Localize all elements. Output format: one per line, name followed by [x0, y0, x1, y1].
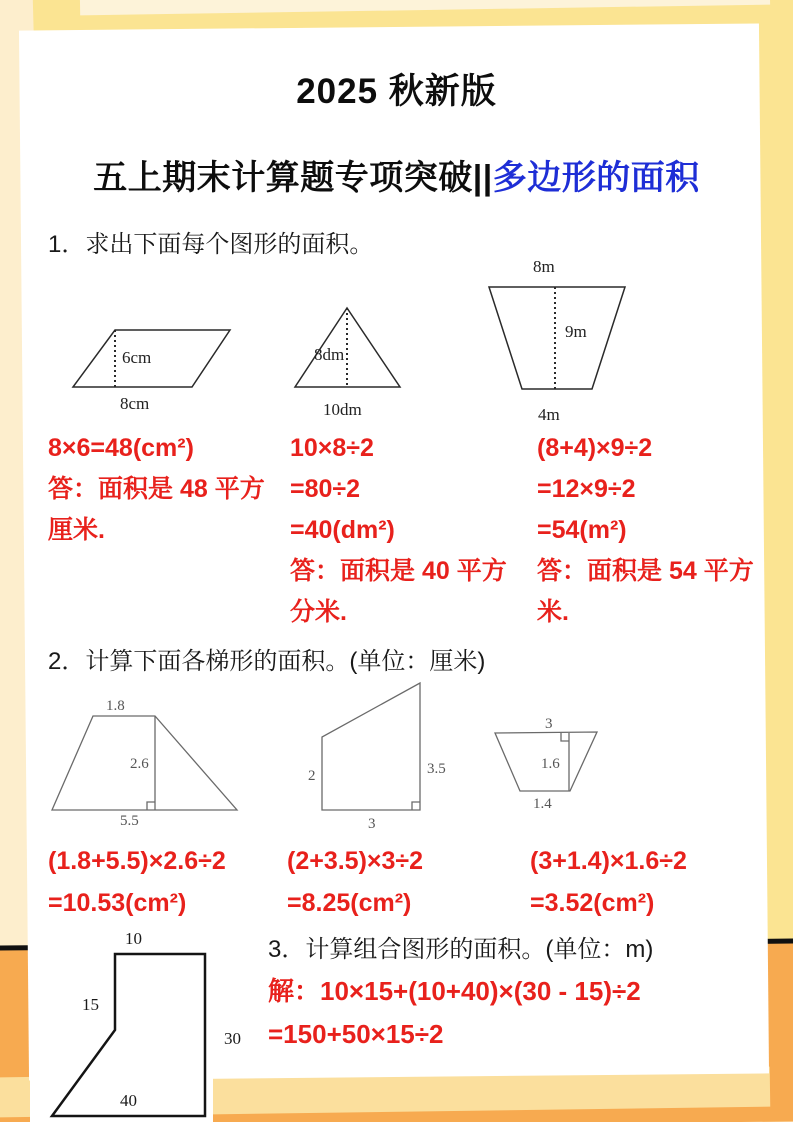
problem2-solution-col3	[530, 840, 687, 924]
solution-line: 分米.	[290, 598, 347, 626]
solution-line: =80÷2	[290, 475, 361, 503]
composite-left-label: 15	[82, 995, 99, 1014]
solution-line: 米.	[537, 598, 569, 626]
trapezoid2-1-bottom-label: 5.5	[120, 813, 139, 829]
right-angle-mark	[147, 802, 155, 810]
problem3-heading: 3．计算组合图形的面积。(单位：m)	[268, 936, 654, 963]
solution-line: (8+4)×9÷2	[537, 434, 653, 462]
solution-line: =54(m²)	[537, 516, 627, 544]
trapezoid2-2-outline	[322, 683, 420, 810]
solution-line: 8×6=48(cm²)	[48, 434, 194, 462]
trapezoid2-3-top-label: 3	[545, 716, 553, 732]
problem2-solution-col2	[287, 840, 423, 924]
problem2-solution-col1	[48, 840, 226, 924]
solution-line: (2+3.5)×3÷2	[287, 847, 424, 875]
solution-line: =10.53(cm²)	[48, 889, 187, 917]
trapezoid2-1-height-label: 2.6	[130, 756, 149, 772]
solution-line: 答：面积是 54 平方	[537, 557, 754, 585]
composite-bottom-label: 40	[120, 1091, 137, 1110]
composite-figure	[30, 920, 256, 1122]
trapezoid2-2-figure	[300, 670, 455, 835]
solution-line: 答：面积是 40 平方	[290, 557, 507, 585]
page-subtitle	[0, 150, 793, 199]
subtitle-main: 五上期末计算题专项突破||	[93, 159, 493, 197]
parallelogram-height-label: 6cm	[122, 348, 152, 367]
triangle-figure	[280, 290, 420, 425]
solution-line: 10×8÷2	[290, 434, 374, 462]
trapezoid2-2-right-label: 3.5	[427, 761, 446, 777]
trapezoid2-3-bottom-label: 1.4	[533, 796, 552, 812]
solution-line: =40(dm²)	[290, 516, 395, 544]
solution-line: (1.8+5.5)×2.6÷2	[48, 847, 226, 875]
trapezoid-bottom-label: 4m	[538, 405, 560, 424]
problem3-solution	[268, 970, 641, 1056]
composite-right-label: 30	[224, 1029, 241, 1048]
trapezoid2-1-top-label: 1.8	[106, 698, 125, 714]
trapezoid-height-label: 9m	[565, 322, 587, 341]
trapezoid2-2-bottom-label: 3	[368, 816, 376, 832]
subtitle-accent: 多边形的面积	[492, 159, 700, 197]
composite-top-label: 10	[125, 929, 142, 948]
parallelogram-base-label: 8cm	[120, 394, 150, 413]
triangle-height-label: 8dm	[314, 345, 345, 364]
right-angle-mark	[561, 733, 569, 741]
parallelogram-figure	[60, 300, 250, 415]
solution-line: =150+50×15÷2	[268, 1019, 444, 1049]
trapezoid-outline	[489, 287, 625, 389]
problem1-solution-col3	[537, 428, 754, 633]
problem1-heading: 1．求出下面每个图形的面积。	[48, 231, 374, 258]
right-angle-mark	[412, 802, 420, 810]
solution-line: =3.52(cm²)	[530, 889, 655, 917]
solution-line: 解：10×15+(10+40)×(30 - 15)÷2	[268, 976, 641, 1006]
problem2-heading: 2．计算下面各梯形的面积。(单位：厘米)	[48, 648, 486, 675]
trapezoid2-1-figure	[40, 690, 250, 830]
problem1-solution-col2	[290, 428, 507, 633]
solution-line: =12×9÷2	[537, 475, 636, 503]
trapezoid2-2-left-label: 2	[308, 768, 316, 784]
solution-line: =8.25(cm²)	[287, 889, 412, 917]
trapezoid2-3-height-label: 1.6	[541, 756, 560, 772]
solution-line: 厘米.	[48, 516, 105, 544]
parallelogram-outline	[73, 330, 230, 387]
problem1-solution-col1	[48, 428, 265, 551]
solution-line: (3+1.4)×1.6÷2	[530, 847, 687, 875]
triangle-base-label: 10dm	[323, 400, 362, 419]
trapezoid-top-label: 8m	[533, 257, 555, 276]
page-title: 2025 秋新版	[296, 72, 497, 111]
trapezoid2-3-figure	[485, 700, 620, 815]
solution-line: 答：面积是 48 平方	[48, 475, 265, 503]
trapezoid-figure	[455, 250, 640, 430]
